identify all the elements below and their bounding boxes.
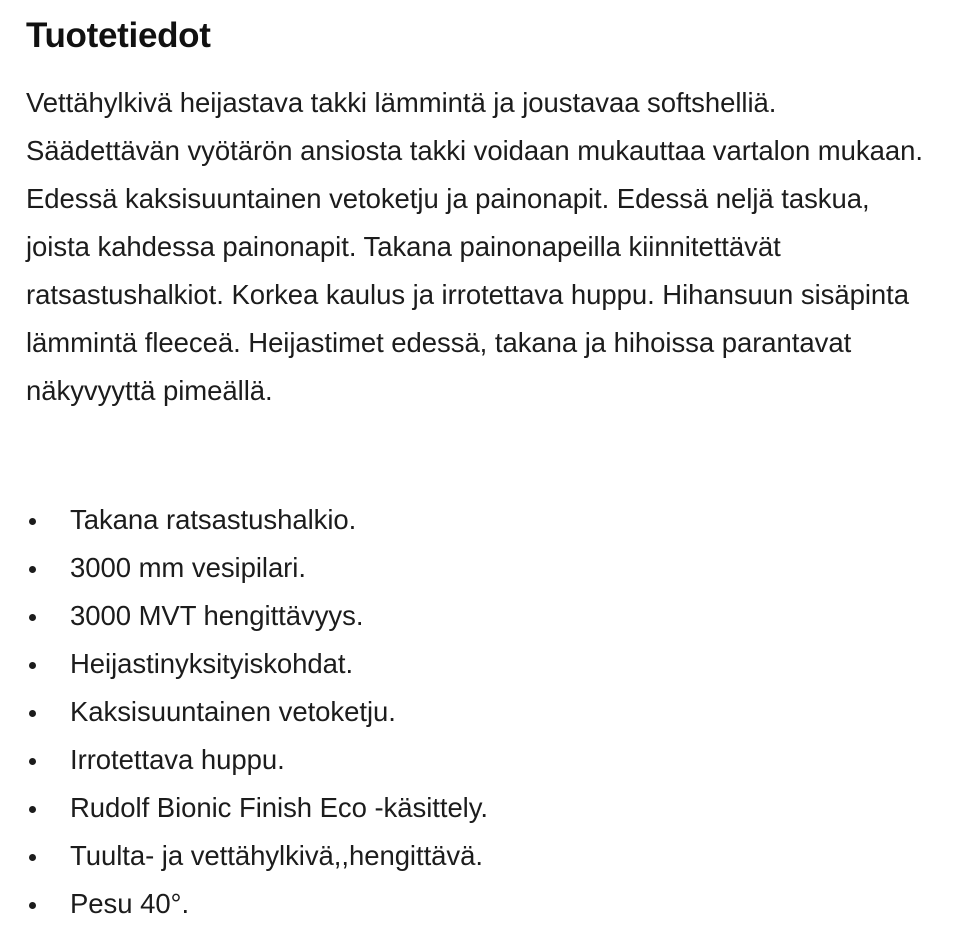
feature-list-item-label: Tuulta- ja vettähylkivä,,hengittävä. <box>70 840 483 871</box>
feature-list-item <box>26 784 934 832</box>
product-description-text: Vettähylkivä heijastava takki lämmintä ja joustavaa softshelliä. Säädettävän vyötärön ansiosta takki voidaan mukauttaa vartalon mukaan. Edessä kaksisuuntainen vetoketju ja painonapit. Edessä neljä taskua, joista kahdessa painonapit. Takana painonapeilla kiinnitettävät ratsastushalkiot. Korkea kaulus ja irrotettava huppu. Hihansuun sisäpinta lämmintä fleeceä. Heijastimet edessä, takana ja hihoissa parantavat näkyvyyttä pimeällä. <box>26 87 923 406</box>
feature-list-item <box>26 544 934 592</box>
bullet-dot-icon <box>29 758 36 765</box>
bullet-dot-icon <box>29 854 36 861</box>
bullet-dot-icon <box>29 518 36 525</box>
bullet-dot-icon <box>29 902 36 909</box>
feature-list-item-label: Takana ratsastushalkio. <box>70 504 357 535</box>
feature-list-item <box>26 592 934 640</box>
bullet-dot-icon <box>29 614 36 621</box>
feature-list-item <box>26 640 934 688</box>
feature-list-item-label: Pesu 40°. <box>70 888 190 919</box>
bullet-dot-icon <box>29 806 36 813</box>
feature-list-item <box>26 832 934 880</box>
feature-list-item-label: 3000 MVT hengittävyys. <box>70 600 364 631</box>
feature-list-item-label: 3000 mm vesipilari. <box>70 552 306 583</box>
feature-list-item <box>26 688 934 736</box>
bullet-dot-icon <box>29 710 36 717</box>
feature-list-item-label: Rudolf Bionic Finish Eco -käsittely. <box>70 792 488 823</box>
bullet-dot-icon <box>29 662 36 669</box>
bullet-dot-icon <box>29 566 36 573</box>
page-title: Tuotetiedot <box>26 16 211 55</box>
feature-list-item <box>26 496 934 544</box>
feature-list-item-label: Kaksisuuntainen vetoketju. <box>70 696 396 727</box>
feature-list-item <box>26 880 934 928</box>
feature-list-item <box>26 736 934 784</box>
feature-list-item-label: Irrotettava huppu. <box>70 744 285 775</box>
product-feature-list <box>26 496 934 928</box>
feature-list-item-label: Heijastinyksityiskohdat. <box>70 648 354 679</box>
